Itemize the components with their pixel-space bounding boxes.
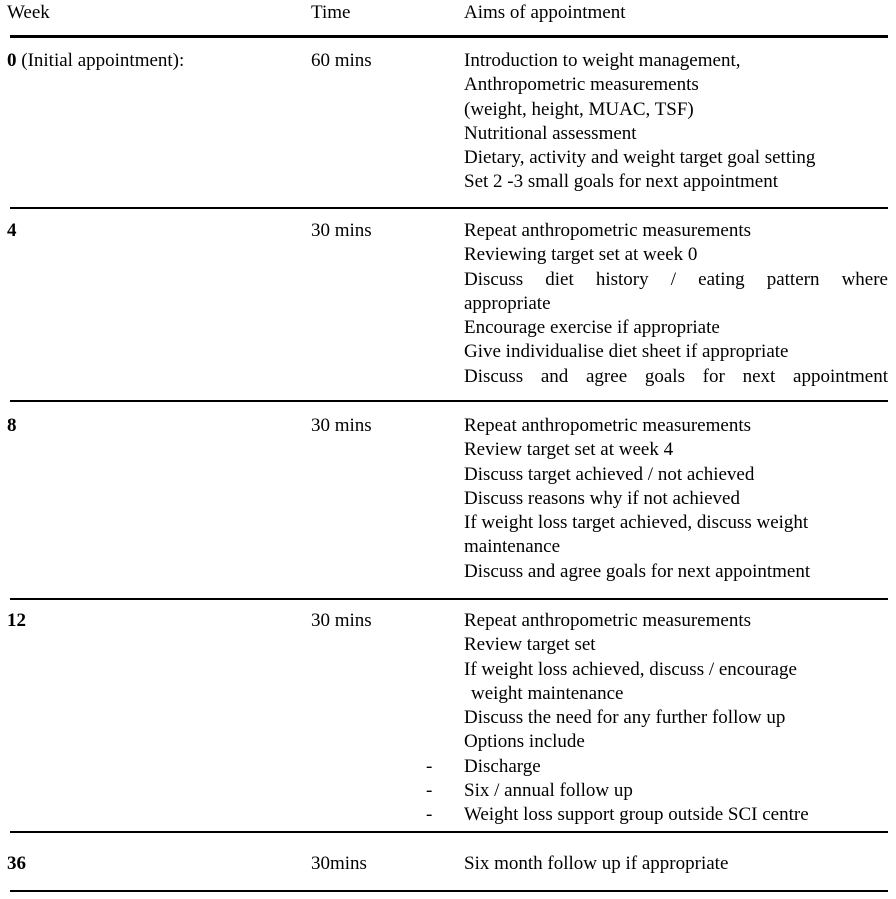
aim-item: Repeat anthropometric measurements [464, 220, 752, 241]
header-aims: Aims of appointment [464, 2, 626, 23]
dash-bullet: - [426, 755, 433, 777]
aim-item: appropriate [464, 292, 551, 314]
row-time-12: 30 mins [311, 610, 372, 631]
aim-item: weight maintenance [471, 682, 624, 704]
aim-item: (weight, height, MUAC, TSF) [464, 98, 694, 120]
row-aims-8 [464, 414, 888, 584]
aim-item: Give individualise diet sheet if appropriate [464, 341, 789, 363]
row-week-8: 8 [7, 415, 17, 436]
aim-item: Encourage exercise if appropriate [464, 317, 720, 339]
aim-item: Discuss diet history / eating pattern where [464, 268, 888, 290]
row-time-8: 30 mins [311, 415, 372, 436]
header-week: Week [7, 2, 50, 23]
aim-item: Review target set [464, 634, 596, 656]
header-rule [10, 35, 888, 38]
aim-item: Dietary, activity and weight target goal setting [464, 147, 816, 169]
aim-item: Options include [464, 731, 585, 753]
aim-bullet-item: - Discharge [464, 755, 888, 779]
aim-item: Reviewing target set at week 0 [464, 244, 698, 266]
row-week-12: 12 [7, 610, 26, 631]
aim-item: Six month follow up if appropriate [464, 853, 729, 874]
aim-item: Repeat anthropometric measurements [464, 610, 752, 631]
aim-item: Anthropometric measurements [464, 74, 699, 96]
row-time-0: 60 mins [311, 50, 372, 71]
row-week-0: 0 (Initial appointment): [7, 50, 185, 71]
aim-item: maintenance [464, 536, 561, 558]
row-time-36: 30mins [311, 853, 367, 874]
header-time: Time [311, 2, 351, 23]
row-divider [10, 831, 888, 833]
aim-item: Discuss target achieved / not achieved [464, 463, 755, 485]
dash-bullet: - [426, 780, 433, 802]
aim-bullet-item: - Six / annual follow up [464, 779, 888, 803]
aim-item: Set 2 -3 small goals for next appointment [464, 171, 778, 193]
row-aims-36 [464, 852, 888, 876]
row-divider [10, 207, 888, 209]
aim-item: Nutritional assessment [464, 122, 637, 144]
aim-item: Discuss and agree goals for next appointment [464, 560, 811, 582]
aim-item: If weight loss target achieved, discuss weight [464, 512, 809, 534]
aim-bullet-item: - Weight loss support group outside SCI centre [464, 803, 888, 827]
aim-item: Discuss the need for any further follow up [464, 707, 786, 729]
row-divider [10, 400, 888, 402]
row-divider [10, 598, 888, 600]
aim-item: Discuss reasons why if not achieved [464, 487, 740, 509]
aim-item: Introduction to weight management, [464, 50, 741, 71]
row-aims-4 [464, 219, 888, 389]
aim-item: Review target set at week 4 [464, 439, 674, 461]
row-aims-0 [464, 49, 888, 195]
aim-item: If weight loss achieved, discuss / encourage [464, 658, 797, 680]
row-time-4: 30 mins [311, 220, 372, 241]
aim-item: Discuss and agree goals for next appointment [464, 365, 888, 387]
dash-bullet: - [426, 804, 433, 826]
row-week-36: 36 [7, 853, 26, 874]
row-week-4: 4 [7, 220, 17, 241]
table-bottom-rule [10, 890, 888, 892]
row-aims-12 [426, 609, 888, 828]
aim-item: Repeat anthropometric measurements [464, 415, 752, 436]
